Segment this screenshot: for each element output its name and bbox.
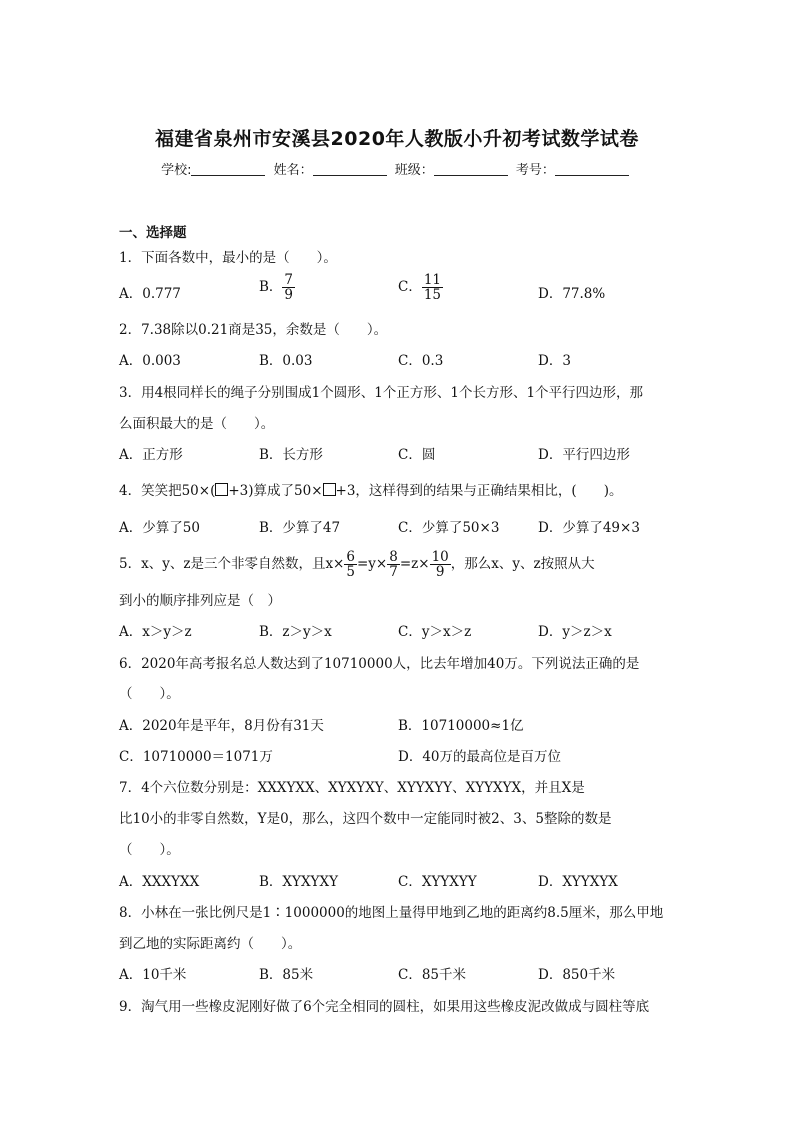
q1-option-c-fraction [422, 273, 443, 302]
q5-option-d: D．y＞z＞x [538, 624, 612, 640]
q6-option-c: C．10710000＝1071万 [119, 749, 273, 765]
q5-fraction-1 [344, 550, 357, 579]
q6-option-d: D．40万的最高位是百万位 [398, 749, 562, 765]
question-8-line-2: 到乙地的实际距离约（ ）。 [119, 936, 302, 952]
q5-f2-numerator: 8 [389, 548, 398, 565]
q5-text-4: ，那么x、y、z按照从大 [450, 556, 595, 572]
q2-option-a: A．0.003 [119, 353, 181, 369]
q5-f3-denominator: 9 [435, 564, 445, 580]
question-7-line-1: 7．4个六位数分别是：XXXYXX、XYXYXY、XYYXYY、XYYXYX，并且X是 [119, 780, 585, 796]
page-title: 福建省泉州市安溪县2020年人教版小升初考试数学试卷 [155, 128, 639, 150]
question-7-line-3: （ ）。 [119, 842, 180, 858]
q7-option-c: C．XYYXYY [398, 874, 477, 890]
q7-option-d: D．XYYXYX [538, 874, 618, 890]
student-info-row [0, 159, 794, 178]
q1-b-numerator: 7 [284, 272, 294, 288]
q4-option-a: A．少算了50 [119, 520, 200, 536]
school-blank[interactable] [191, 163, 265, 176]
q5-option-b: B．z＞y＞x [259, 624, 332, 640]
q8-option-a: A．10千米 [119, 967, 187, 983]
q5-f3-numerator: 10 [431, 548, 449, 565]
q2-option-b: B．0.03 [259, 353, 313, 369]
question-7-line-2: 比10小的非零自然数，Y是0，那么，这四个数中一定能同时被2、3、5整除的数是 [119, 811, 612, 827]
class-blank[interactable] [434, 163, 508, 176]
q3-option-c: C．圆 [398, 447, 436, 463]
q7-option-b: B．XYXYXY [259, 874, 338, 890]
blank-box [215, 483, 228, 496]
q4-text-2: +3)算成了50× [228, 483, 323, 499]
name-label: 姓名： [273, 163, 313, 178]
q5-text-2: =y× [356, 556, 388, 572]
q1-option-b-fraction [282, 273, 295, 302]
question-9-line-1: 9．淘气用一些橡皮泥刚好做了6个完全相同的圆柱，如果用这些橡皮泥改做成与圆柱等底 [119, 999, 650, 1015]
question-5-line-2: 到小的顺序排列应是（ ） [119, 593, 281, 609]
question-4-stem [119, 481, 622, 501]
q1-b-denominator: 9 [284, 287, 294, 304]
q3-option-a: A．正方形 [119, 447, 183, 463]
q5-f1-denominator: 5 [346, 564, 355, 580]
q1-option-a: A．0.777 [119, 286, 181, 302]
q1-option-b [259, 273, 295, 302]
q3-option-b: B．长方形 [259, 447, 323, 463]
question-3-line-2: 么面积最大的是（ ）。 [119, 416, 275, 432]
q4-option-d: D．少算了49×3 [538, 520, 640, 536]
question-3-line-1: 3．用4根同样长的绳子分别围成1个圆形、1个正方形、1个长方形、1个平行四边形，那 [119, 385, 644, 401]
number-blank[interactable] [555, 163, 629, 176]
q1-option-c-prefix: C． [398, 279, 422, 296]
q2-option-d: D．3 [538, 353, 571, 369]
q5-f1-numerator: 6 [346, 548, 355, 565]
q1-option-c [398, 273, 443, 302]
q5-text-3: =z× [399, 556, 430, 572]
question-2-stem: 2．7.38除以0.21商是35，余数是（ ）。 [119, 322, 388, 338]
q4-option-b: B．少算了47 [259, 520, 341, 536]
q6-option-b: B．10710000≈1亿 [398, 718, 524, 734]
q5-fraction-3 [430, 550, 451, 579]
q1-option-d: D．77.8% [538, 286, 606, 302]
class-label: 班级： [394, 163, 434, 178]
q1-c-numerator: 11 [423, 272, 442, 288]
q5-option-a: A．x＞y＞z [119, 624, 192, 640]
school-label: 学校: [161, 163, 192, 178]
q8-option-d: D．850千米 [538, 967, 616, 983]
q5-option-c: C．y＞x＞z [398, 624, 472, 640]
q6-option-a: A．2020年是平年，8月份有31天 [119, 718, 324, 734]
question-1-stem: 1．下面各数中，最小的是（ ）。 [119, 250, 337, 266]
question-6-line-1: 6．2020年高考报名总人数达到了10710000人，比去年增加40万。下列说法正确的是 [119, 656, 640, 672]
question-5-line-1 [119, 545, 595, 583]
q8-option-b: B．85米 [259, 967, 314, 983]
q7-option-a: A．XXXYXX [119, 874, 200, 890]
q5-fraction-2 [387, 550, 400, 579]
q5-text-1: 5．x、y、z是三个非零自然数，且x× [119, 556, 345, 572]
q1-option-b-prefix: B． [259, 279, 283, 296]
q5-f2-denominator: 7 [389, 564, 398, 580]
q8-option-c: C．85千米 [398, 967, 467, 983]
q2-option-c: C．0.3 [398, 353, 444, 369]
q4-text-3: +3，这样得到的结果与正确结果相比，( )。 [335, 483, 623, 499]
question-6-line-2: （ ）。 [119, 686, 180, 702]
name-blank[interactable] [313, 163, 387, 176]
q1-c-denominator: 15 [423, 287, 442, 304]
q4-text-1: 4．笑笑把50×( [119, 483, 216, 499]
section-title: 一、选择题 [119, 225, 187, 241]
q3-option-d: D．平行四边形 [538, 447, 630, 463]
blank-box [323, 483, 336, 496]
number-label: 考号： [515, 163, 555, 178]
q4-option-c: C．少算了50×3 [398, 520, 500, 536]
question-8-line-1: 8．小林在一张比例尺是1∶1000000的地图上量得甲地到乙地的距离约8.5厘米，那么甲地 [119, 905, 664, 921]
